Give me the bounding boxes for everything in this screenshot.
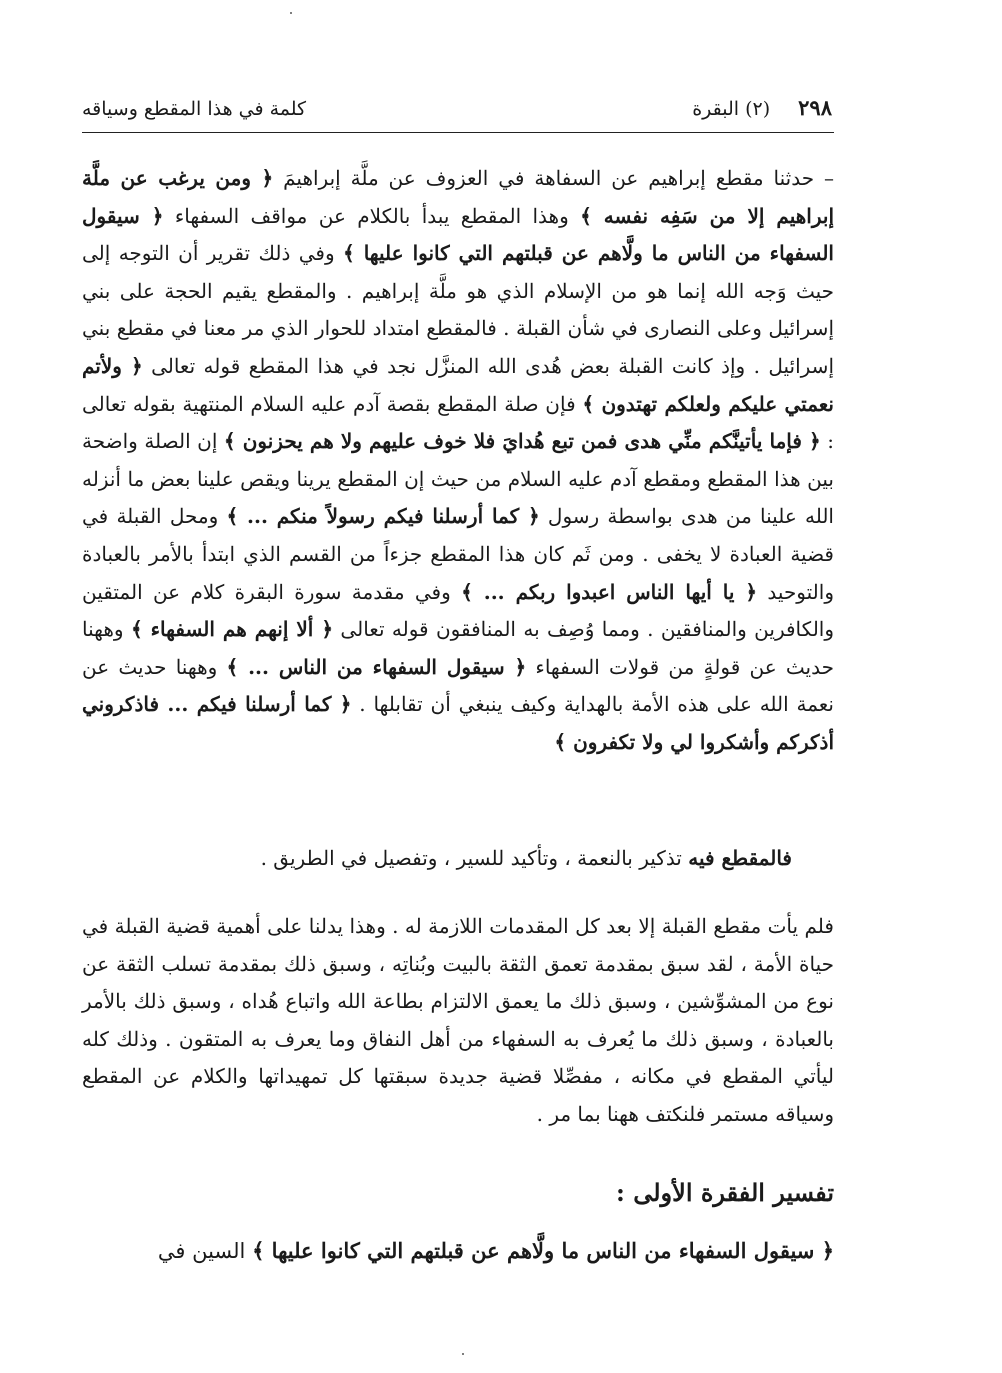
text-run: وفي ذلك تقرير أن التوجه إلى حيث وَجه الله إنما هو من الإسلام الذي هو ملَّة إبراهيم . والمقطع يقيم الحجة على بني إسرائيل وعلى النصارى في شأن القبلة . فالمقطع امتداد للحوار الذي مر معنا في مقطع بني إسرائيل . وإذ كانت القبلة بعض هُدى الله المنزَّل نجد في هذا المقطع قوله تعالى [82,241,834,378]
quran-quote: ﴿ يا أيها الناس اعبدوا ربكم ... ﴾ [461,579,758,604]
quran-quote: ﴿ سيقول السفهاء من الناس ما ولَّاهم عن قبلتهم التي كانوا عليها ﴾ [82,203,834,266]
text-run: إن الصلة واضحة بين هذا المقطع ومقطع آدم عليه السلام من حيث إن المقطع يرينا ويقص علينا بعض ما أنزله الله علينا من هدى بواسطة رسول [82,429,834,529]
quran-quote: ﴿ سيقول السفهاء من الناس ... ﴾ [226,654,527,679]
section-title: كلمة في هذا المقطع وسياقه [82,98,307,120]
quran-quote: ﴿ ألا إنهم هم السفهاء ﴾ [130,617,334,642]
text-run: السين في [157,1239,253,1263]
summary-bold: فالمقطع فيه [688,846,792,870]
quran-quote: ﴿ كما أرسلنا فيكم ... فاذكروني أذكركم وأشكروا لي ولا تكفرون ﴾ [82,692,834,754]
section-heading: تفسير الفقرة الأولى : [616,1178,834,1207]
text-run: وههنا حديث عن قولةٍ من قولات السفهاء [82,617,834,679]
quran-quote: ﴿ فإما يأتينَّكم منِّي هدى فمن تبع هُدايَ فلا خوف عليهم ولا هم يحزنون ﴾ [223,429,821,454]
summary-text: تذكير بالنعمة ، وتأكيد للسير ، وتفصيل في الطريق . [260,846,689,870]
quran-quote: ﴿ كما أرسلنا فيكم رسولاً منكم ... ﴾ [226,504,540,529]
text-run: وفي مقدمة سورة البقرة كلام عن المتقين والكافرين والمنافقين . ومما وُصِف به المنافقون قوله تعالى [82,579,835,642]
paragraph-tafsir-start [82,1232,834,1271]
text-run: – حدثنا مقطع إبراهيم عن السفاهة في العزوف عن ملَّة إبراهيمَ [273,166,834,190]
paragraph-summary [82,840,792,878]
paragraph-context [82,160,834,762]
text-run: وههنا حديث عن نعمة الله على هذه الأمة بالهداية وكيف ينبغي أن تقابلها . [82,654,834,717]
quran-quote: ﴿ ولأتم نعمتي عليكم ولعلكم تهتدون ﴾ [82,353,834,416]
page-header [82,95,832,125]
scan-speck [462,1353,464,1355]
quran-quote: ﴿ ومن يرغب عن ملَّة إبراهيم إلا من سَفِه نفسه ﴾ [82,166,835,228]
text-run: فإن صلة المقطع بقصة آدم عليه السلام المنتهية بقوله تعالى : [82,391,835,454]
text-run: وهذا المقطع يبدأ بالكلام عن مواقف السفهاء [163,203,581,228]
text-run: ومحل القبلة في قضية العبادة لا يخفى . ومن ثَم كان هذا المقطع جزءاً من القسم الذي ابتدأ بالأمر بالعبادة والتوحيد [82,504,834,604]
scan-speck [290,12,292,14]
header-rule [82,132,834,133]
paragraph-discussion: فلم يأت مقطع القبلة إلا بعد كل المقدمات اللازمة له . وهذا يدلنا على أهمية قضية القبلة في حياة الأمة ، لقد سبق بمقدمة تعمق الثقة بالبيت وبُناتِه ، وسبق ذلك بمقدمة تسلب الثقة عن نوع من المشوِّشين ، وسبق ذلك ما يعمق الالتزام بطاعة الله واتباع هُداه ، وسبق ذلك بالأمر بالعبادة ، وسبق ذلك ما يُعرف به السفهاء من أهل النفاق وما يعرف به المتقون . وذلك كله ليأتي المقطع في مكانه ، مفصِّلا قضية جديدة سبقتها كل تمهيداتها والكلام عن المقطع وسياقه مستمر فلنكتف ههنا بما مر . [82,914,835,1126]
surah-label: (٢) البقرة [692,98,771,120]
quran-quote: ﴿ سيقول السفهاء من الناس ما ولَّاهم عن قبلتهم التي كانوا عليها ﴾ [252,1238,834,1263]
page-number: ٢٩٨ [798,95,832,120]
